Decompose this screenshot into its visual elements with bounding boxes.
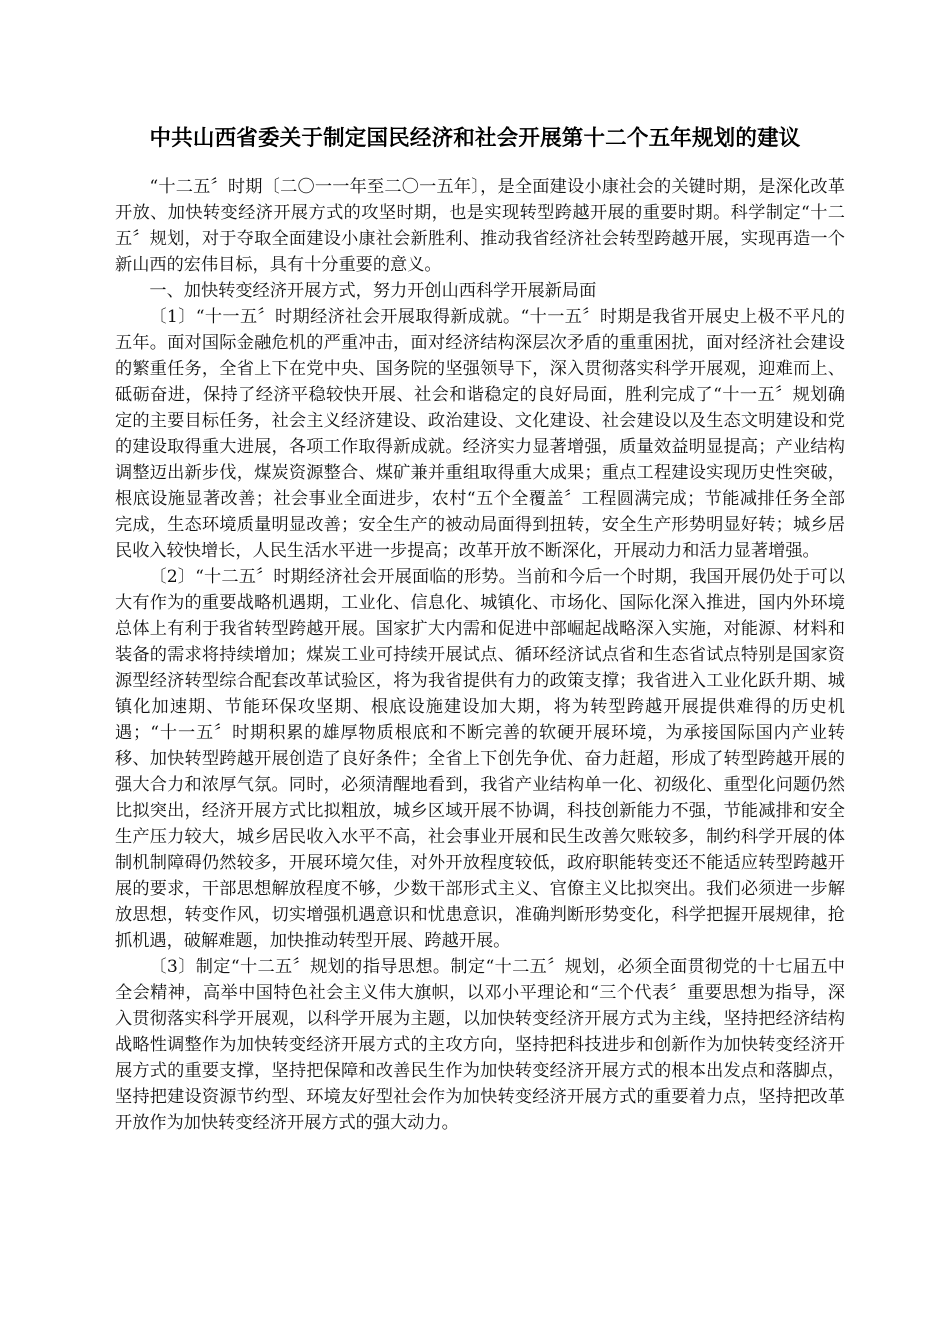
paragraph-item-3: 〔3〕制定“十二五〞规划的指导思想。制定“十二五〞规划，必须全面贯彻党的十七届五中全会精神，高举中国特色社会主义伟大旗帜，以邓小平理论和“三个代表〞重要思想为指导，深入贯彻落实科学开展观，以科学开展为主题，以加快转变经济开展方式为主线，坚持把经济结构战略性调整作为加快转变经济开展方式的主攻方向，坚持把科技进步和创新作为加快转变经济开展方式的重要支撑，坚持把保障和改善民生作为加快转变经济开展方式的根本出发点和落脚点，坚持把建设资源节约型、环境友好型社会作为加快转变经济开展方式的重要着力点，坚持把改革开放作为加快转变经济开展方式的强大动力。 [115, 957, 845, 1133]
document-title: 中共山西省委关于制定国民经济和社会开展第十二个五年规划的建议 [149, 126, 801, 151]
paragraph-item-1: 〔1〕“十一五〞时期经济社会开展取得新成就。“十一五〞时期是我省开展史上极不平凡的五年。面对国际金融危机的严重冲击，面对经济结构深层次矛盾的重重困扰，面对经济社会建设的繁重任务，全省上下在党中央、国务院的坚强领导下，深入贯彻落实科学开展观，迎难而上、砥砺奋进，保持了经济平稳较快开展、社会和谐稳定的良好局面，胜利完成了“十一五〞规划确定的主要目标任务，社会主义经济建设、政治建设、文化建设、社会建设以及生态文明建设和党的建设取得重大进展，各项工作取得新成就。经济实力显著增强，质量效益明显提高；产业结构调整迈出新步伐，煤炭资源整合、煤矿兼并重组取得重大成果；重点工程建设实现历史性突破，根底设施显著改善；社会事业全面进步，农村“五个全覆盖〞工程圆满完成；节能减排任务全部完成，生态环境质量明显改善；安全生产的被动局面得到扭转，安全生产形势明显好转；城乡居民收入较快增长，人民生活水平进一步提高；改革开放不断深化，开展动力和活力显著增强。 [115, 307, 845, 561]
paragraph-item-2: 〔2〕“十二五〞时期经济社会开展面临的形势。当前和今后一个时期，我国开展仍处于可以大有作为的重要战略机遇期，工业化、信息化、城镇化、市场化、国际化深入推进，国内外环境总体上有利于我省转型跨越开展。国家扩大内需和促进中部崛起战略深入实施，对能源、材料和装备的需求将持续增加；煤炭工业可持续开展试点、循环经济试点省和生态省试点特别是国家资源型经济转型综合配套改革试验区，将为我省提供有力的政策支撑；我省进入工业化跃升期、城镇化加速期、节能环保攻坚期、根底设施建设加大期，将为转型跨越开展提供难得的历史机遇；“十一五〞时期积累的雄厚物质根底和不断完善的软硬开展环境，为承接国际国内产业转移、加快转型跨越开展创造了良好条件；全省上下创先争优、奋力赶超，形成了转型跨越开展的强大合力和浓厚气氛。同时，必须清醒地看到，我省产业结构单一化、初级化、重型化问题仍然比拟突出，经济开展方式比拟粗放，城乡区域开展不协调，科技创新能力不强，节能减排和安全生产压力较大，城乡居民收入水平不高，社会事业开展和民生改善欠账较多，制约科学开展的体制机制障碍仍然较多，开展环境欠佳，对外开放程度较低，政府职能转变还不能适应转型跨越开展的要求，干部思想解放程度不够，少数干部形式主义、官僚主义比拟突出。我们必须进一步解放思想，转变作风，切实增强机遇意识和忧患意识，准确判断形势变化，科学把握开展规律，抢抓机遇，破解难题，加快推动转型开展、跨越开展。 [115, 567, 845, 951]
section-heading-1: 一、加快转变经济开展方式，努力开创山西科学开展新局面 [149, 281, 597, 301]
paragraph-intro: “十二五〞时期〔二〇一一年至二〇一五年〕，是全面建设小康社会的关键时期，是深化改革开放、加快转变经济开展方式的攻坚时期，也是实现转型跨越开展的重要时期。科学制定“十二五〞规划，对于夺取全面建设小康社会新胜利、推动我省经济社会转型跨越开展，实现再造一个新山西的宏伟目标，具有十分重要的意义。 [115, 177, 845, 275]
document-body [115, 174, 845, 1136]
